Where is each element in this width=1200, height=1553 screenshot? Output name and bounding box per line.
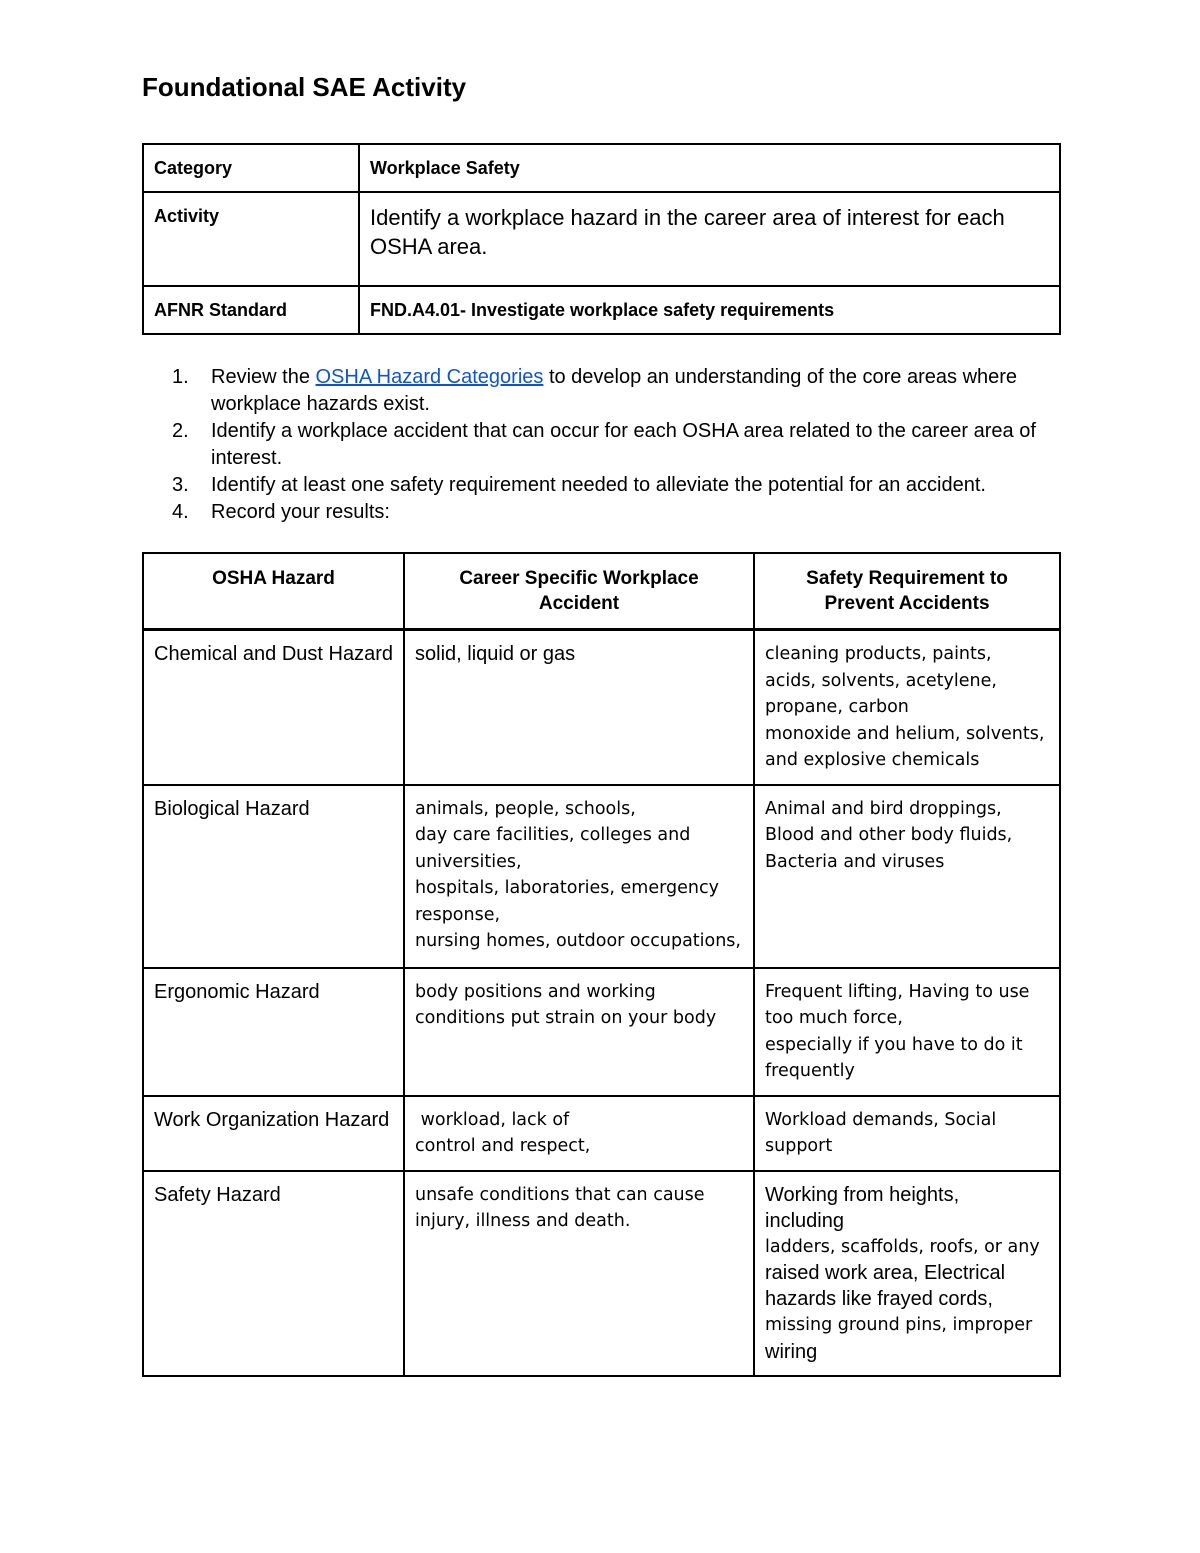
accident-cell	[404, 1096, 754, 1171]
hazard-cell: Biological Hazard	[143, 785, 404, 968]
cell-line: solid, liquid or gas	[415, 643, 576, 665]
cell-line: especially if you have to do it	[765, 1034, 1023, 1055]
cell-line: frequently	[765, 1061, 855, 1081]
table-row	[143, 1096, 1060, 1171]
activity-info-table	[142, 143, 1061, 335]
cell-line: monoxide and helium, solvents,	[765, 723, 1045, 744]
cell-line: acids, solvents, acetylene,	[765, 670, 997, 691]
cell-line: Working from heights, including	[765, 1183, 960, 1232]
cell-line: ladders, scaffolds, roofs, or any	[765, 1236, 1040, 1257]
step-2	[172, 418, 1052, 472]
step-number: 3.	[172, 474, 189, 496]
cell-line: response,	[415, 904, 501, 925]
standard-row	[143, 286, 1060, 334]
cell-line: body positions and working	[415, 981, 656, 1002]
cell-line: universities,	[415, 851, 522, 872]
cell-line: propane, carbon	[765, 697, 909, 717]
accident-cell	[404, 785, 754, 968]
step-3	[172, 472, 1052, 499]
accident-cell	[404, 1171, 754, 1376]
step-text: to develop an understanding of the core areas where workplace hazards exist.	[211, 366, 1018, 415]
category-label: Category	[143, 144, 359, 192]
requirement-cell	[754, 968, 1060, 1096]
standard-label: AFNR Standard	[143, 286, 359, 334]
hazard-cell: Ergonomic Hazard	[143, 968, 404, 1096]
column-header-osha-hazard: OSHA Hazard	[143, 553, 404, 630]
step-number: 2.	[172, 420, 189, 442]
cell-line: unsafe conditions that can cause	[415, 1184, 705, 1205]
cell-line: wiring	[765, 1340, 818, 1363]
step-text: Record your results:	[211, 501, 390, 523]
cell-line: and explosive chemicals	[765, 750, 980, 770]
activity-value: Identify a workplace hazard in the career area of interest for each OSHA area.	[359, 192, 1060, 286]
step-text: Identify at least one safety requirement needed to alleviate the potential for an accident.	[211, 474, 986, 496]
requirement-cell	[754, 785, 1060, 968]
cell-line: hospitals, laboratories, emergency	[415, 878, 719, 898]
step-1	[172, 364, 1052, 418]
cell-line: missing ground pins, improper	[765, 1315, 1033, 1335]
table-row	[143, 968, 1060, 1096]
column-header-workplace-accident: Career Specific Workplace Accident	[404, 553, 754, 630]
cell-line: Bacteria and viruses	[765, 851, 945, 872]
cell-line: day care facilities, colleges and	[415, 825, 691, 845]
cell-line: Blood and other body fluids,	[765, 825, 1013, 845]
step-text: Identify a workplace accident that can occur for each OSHA area related to the career area of interest.	[211, 420, 1036, 469]
step-number: 1.	[172, 366, 189, 388]
table-header-row	[143, 553, 1060, 630]
hazard-cell: Chemical and Dust Hazard	[143, 630, 404, 785]
accident-cell	[404, 968, 754, 1096]
osha-hazard-categories-link[interactable]: OSHA Hazard Categories	[315, 366, 544, 388]
standard-value: FND.A4.01- Investigate workplace safety requirements	[359, 286, 1060, 334]
cell-line: nursing homes, outdoor occupations,	[415, 931, 741, 951]
instruction-steps	[172, 364, 1052, 526]
hazard-cell: Safety Hazard	[143, 1171, 404, 1376]
cell-line: cleaning products, paints,	[765, 644, 992, 664]
accident-cell	[404, 630, 754, 785]
cell-line: Frequent lifting, Having to use	[765, 981, 1030, 1002]
step-4	[172, 499, 1052, 526]
cell-line: injury, illness and death.	[415, 1211, 631, 1231]
cell-line: Animal and bird droppings,	[765, 798, 1002, 819]
table-row	[143, 630, 1060, 785]
activity-row	[143, 192, 1060, 286]
column-header-safety-requirement: Safety Requirement to Prevent Accidents	[754, 553, 1060, 630]
cell-line: support	[765, 1136, 833, 1156]
cell-line: too much force,	[765, 1008, 903, 1028]
cell-line: workload, lack of	[415, 1109, 570, 1130]
requirement-cell	[754, 1171, 1060, 1376]
step-text: Review the	[211, 366, 316, 388]
requirement-cell	[754, 1096, 1060, 1171]
hazard-cell: Work Organization Hazard	[143, 1096, 404, 1171]
cell-line: Workload demands, Social	[765, 1109, 997, 1130]
cell-line: conditions put strain on your body	[415, 1008, 717, 1028]
hazard-results-table	[142, 552, 1061, 1377]
category-value: Workplace Safety	[359, 144, 1060, 192]
cell-line: animals, people, schools,	[415, 798, 636, 819]
cell-line: raised work area, Electrical hazards like frayed cords,	[765, 1262, 1006, 1310]
activity-label: Activity	[143, 192, 359, 286]
table-row	[143, 785, 1060, 968]
page-title: Foundational SAE Activity	[142, 72, 467, 102]
step-number: 4.	[172, 501, 189, 523]
table-row	[143, 1171, 1060, 1376]
cell-line: control and respect,	[415, 1136, 591, 1156]
requirement-cell	[754, 630, 1060, 785]
category-row	[143, 144, 1060, 192]
